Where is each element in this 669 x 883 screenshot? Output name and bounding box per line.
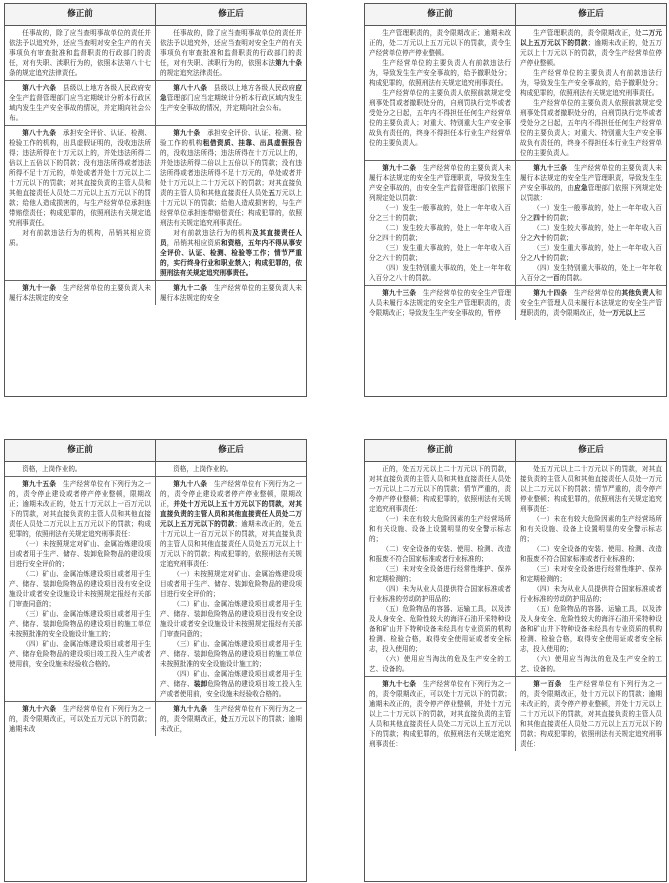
paragraph [9, 83, 151, 123]
text-run: 生产经营单位的主要负责人依照前款规定受刑事处罚或者撤职处分的，自刑罚执行完毕或者受处分之日起，五年内不得担任任何生产经营单位的主要负责人；对重大、特别重大生产安全事故负有责任的，终身不得担任本行业生产经营单位的主要负责人。 [520, 99, 662, 157]
text-run: 生产经营单位有下列行为之一的，责令停止建设或者停产停业整顿，限期改正；逾期未改正的，处五十万元以上一百万元以下的罚款，对其直接负责的主管人员和其他直接责任人员处二万元以上五万元以下的罚款；构成犯罪的，依照刑法有关规定追究刑事责任： [9, 480, 152, 538]
text-run: （三）未对安全设备进行经常性维护、保养和定期检测的； [369, 565, 511, 583]
bold-text: 第九十五条 [22, 480, 57, 488]
table-row [365, 677, 666, 751]
text-run: 任事故的，除了应当查明事故单位的责任并依法予以追究外，还应当查明对安全生产的有关事项负有审查批准和监督职责的行政部门的责任，对有失职、渎职行为的，依照本法第八十七条的规定追究法律责任。 [9, 29, 151, 77]
text-run: ；逾期未改正的，处五万元以上十万元以下的罚款，责令生产经营单位停产停业整顿。 [520, 39, 662, 67]
text-run: （二）矿山、金属冶炼建设项目或者用于生产、储存、装卸危险物品的建设项目没有安全设施设计或者安全设施设计未按照规定报经有关部门审查同意的； [9, 570, 151, 608]
comparison-table-2 [364, 3, 667, 397]
bold-text: 四十 [533, 214, 547, 222]
text-run: 和安全生产管理人员未履行本法规定的安全生产管理职责的，责令限期改正，处 [520, 289, 663, 317]
table-row [365, 161, 666, 286]
paragraph [160, 128, 302, 228]
bold-text: 第九十一条 [22, 284, 57, 292]
text-run: ；逾期未改正的，处五十万元以上一百万元以下的罚款，对其直接负责的主管人员和其他直接责任人员处五万元以上十万元以下的罚款；构成犯罪的，依照刑法有关规定追究刑事责任： [160, 520, 303, 568]
text-run: （三）发生重大事故的，处上一年年收入百分之六十的罚款； [369, 244, 511, 262]
column-header-after: 修正后 [578, 9, 604, 19]
paragraph [520, 654, 662, 674]
text-run: （四）矿山、金属冶炼建设项目或者用于生产、储存危险物品的建设项目竣工投入生产或者使用前，安全设施未经验收合格的。 [9, 640, 151, 668]
paragraph [520, 163, 662, 203]
paragraph [369, 514, 511, 544]
paragraph [369, 263, 511, 283]
text-run: 县级以上地方各级人民政府 [207, 84, 296, 92]
text-run: （一）发生一般事故的，处上一年年收入百分之 [520, 204, 662, 222]
paragraph [520, 584, 662, 604]
text-run: （四）发生特别重大事故的，处上一年年收入百分之 [520, 264, 662, 282]
paragraph [160, 639, 302, 669]
bold-text: 并处十万元以上五十万元以下的罚款，对其直接负责的主管人员和其他直接责任人员处二万元以上五万元以下的罚款 [160, 500, 303, 528]
bold-text: 第九十四条 [533, 289, 568, 297]
cell-before-revision [5, 81, 156, 125]
bold-text: 第八十八条 [173, 84, 208, 92]
table-row [5, 126, 306, 281]
bold-text: 其他负责人 [621, 289, 656, 297]
paragraph [369, 654, 511, 674]
paragraph [9, 28, 151, 78]
paragraph [369, 28, 511, 58]
text-run: （一）未按照规定对矿山、金属冶炼建设项目或者用于生产、储存、装卸危险物品的建设项目进行安全评价的； [9, 540, 151, 568]
paragraph [369, 58, 511, 88]
cell-before-revision [365, 26, 516, 160]
paragraph [520, 223, 662, 243]
cell-after-revision [156, 281, 306, 305]
cell-after-revision [156, 462, 306, 476]
paragraph [9, 569, 151, 609]
table-header [5, 440, 306, 462]
table-row [365, 26, 666, 161]
text-run: 生产经营单位的主要负责人依照前款规定受刑事处罚或者撤职处分的，自刑罚执行完毕或者受处分之日起，五年内不得担任任何生产经营单位的主要负责人；对重大、特别重大生产安全事故负有责任的，终身不得担任本行业生产经营单位的主要负责人。 [369, 89, 511, 147]
text-run: 资格，上岗作业的。 [22, 465, 82, 473]
text-run: （五）危险物品的容器、运输工具，以及涉及人身安全、危险性较大的海洋石油开采特种设备和矿山井下特种设备未经具有专业资质的机构检测、检验合格，取得安全使用证或者安全标志，投入使用的； [520, 605, 662, 653]
column-header-before: 修正前 [5, 440, 156, 461]
bold-text: 第九十条 [173, 129, 201, 137]
bold-text: 第九十六条 [22, 705, 57, 713]
text-run: （四）发生特别重大事故的，处上一年年收入百分之八十的罚款。 [369, 264, 511, 282]
text-run: 生产经营单位有下列行为之一的，责令限期改正，可以处五万元以下的罚款；逾期未改 [9, 705, 152, 733]
bold-text: 租借资质、挂靠、出具虚假报告 [202, 139, 303, 147]
paragraph [9, 283, 151, 303]
bold-text: 第一百条 [533, 680, 562, 688]
table-row [5, 477, 306, 702]
text-run: （四）矿山、金属冶炼建设项目或者用于生产、储存、 [160, 670, 302, 688]
text-run: 处五万元以上二十万元以下的罚款，对其直接负责的主管人员和其他直接责任人员处一万元以上二万元以下的罚款；情节严重的，责令停产停业整顿；构成犯罪的，依照刑法有关规定追究刑事责任： [520, 465, 662, 513]
cell-before-revision [365, 286, 516, 320]
cell-after-revision [516, 161, 666, 285]
column-header-before: 修正前 [5, 4, 156, 25]
paragraph [369, 679, 511, 749]
table-header [365, 440, 666, 462]
paragraph [369, 163, 511, 203]
column-header-after: 修正后 [218, 445, 244, 455]
text-run: （一）发生一般事故的，处上一年年收入百分之三十的罚款； [369, 204, 511, 222]
paragraph [9, 609, 151, 639]
text-run: 承担安全评价、认证、检测、检验工作的机构 [160, 129, 303, 147]
bold-text: 第九十二条 [173, 284, 208, 292]
text-run: 对有前款违法行为的机构 [173, 229, 253, 237]
paragraph [369, 544, 511, 564]
text-run: 万元以上十万元以下的罚款；给他人造成损害的，与生产经营单位承担连带赔偿责任；构成犯罪的，依照刑法有关规定追究刑事责任。 [160, 189, 303, 227]
table-row [5, 26, 306, 81]
paragraph [520, 564, 662, 584]
bold-text: 应急 [160, 84, 303, 102]
table-header [5, 4, 306, 26]
paragraph [520, 679, 662, 749]
text-run: 正的，处五万元以上二十万元以下的罚款，对其直接负责的主管人员和其他直接责任人员处一万元以上二万元以下的罚款；情节严重的，责令停产停业整顿；构成犯罪的，依照刑法有关规定追究刑事责任： [369, 465, 511, 513]
cell-before-revision [5, 462, 156, 476]
table-row [365, 462, 666, 677]
paragraph [520, 604, 662, 654]
bold-text: 第九十八条 [173, 480, 208, 488]
paragraph [160, 464, 302, 474]
table-row [5, 81, 306, 126]
table-header [365, 4, 666, 26]
paragraph [520, 243, 662, 263]
text-run: 生产经营单位的 [567, 289, 622, 297]
text-run: 的罚款。 [559, 274, 586, 282]
text-run: 管理部门依照下列规定处以罚款： [520, 184, 663, 202]
cell-after-revision [156, 126, 306, 280]
text-run: （二）安全设备的安装、使用、检测、改造和报废不符合国家标准或者行业标准的； [520, 545, 662, 563]
text-run: （六）使用应当淘汰的危及生产安全的工艺、设备的。 [369, 655, 511, 673]
text-run: 生产经营单位的主要负责人有前款违法行为，导致发生生产安全事故的，给予撤职处分；构成犯罪的，依照刑法有关规定追究刑事责任。 [369, 59, 511, 87]
paragraph [9, 128, 151, 228]
table-row [5, 281, 306, 305]
text-run: 生产管理职责的，责令限期改正；逾期未改正的，处二万元以上五万元以下的罚款，责令生产经营单位停产停业整顿。 [369, 29, 511, 57]
table-row [5, 702, 306, 736]
column-header-before: 修正前 [365, 4, 516, 25]
text-run: 县级以上地方各级人民政府安全生产监督管理部门应当定期统计分析本行政区域内发生生产安全事故的情况，并定期向社会公布。 [9, 84, 152, 122]
text-run: （三）发生重大事故的，处上一年年收入百分之 [520, 244, 662, 262]
bold-text: 第九十三条 [382, 289, 417, 297]
paragraph [520, 288, 662, 318]
paragraph [160, 599, 302, 639]
paragraph [160, 28, 302, 78]
bold-text: 六十 [533, 234, 547, 242]
bold-text: 装卸 [193, 680, 208, 688]
bold-text: 五 [268, 189, 276, 197]
bold-text: 八十 [533, 254, 547, 262]
paragraph [369, 223, 511, 243]
paragraph [520, 263, 662, 283]
paragraph [9, 639, 151, 669]
text-run: 的，没收违法所得；违法所得在十万元以上的，并处违法所得二倍以上五倍以下的罚款；没有违法所得或者违法所得不足十万元的，单处或者并处十万元以上二十万元以下的罚款；对其直接负责的主管人员和其他直接责任人员处 [160, 149, 302, 197]
text-run: （二）安全设备的安装、使用、检测、改造和报废不符合国家标准或者行业标准的； [369, 545, 511, 563]
comparison-table-3 [4, 439, 307, 882]
paragraph [520, 514, 662, 544]
paragraph [520, 98, 662, 158]
paragraph [160, 704, 302, 734]
text-run: 的规定追究法律责任。 [160, 69, 226, 77]
text-run: 生产经营单位的主要负责人未履行本法规定的安全 [9, 284, 152, 302]
bold-text: 第八十六条 [22, 84, 57, 92]
text-run: 生产经营单位有下列行为之一的，责令限期改正， [160, 705, 303, 723]
text-run: （四）未为从业人员提供符合国家标准或者行业标准的劳动防护用品的； [520, 585, 662, 603]
text-run: 对有前款违法行为的机构，吊销其相应资质。 [9, 229, 151, 247]
paragraph [520, 203, 662, 223]
text-run: 的罚款； [546, 254, 573, 262]
text-run: 生产经营单位的安全生产管理人员未履行本法规定的安全生产管理职责的，责令限期改正；导致发生生产安全事故的，暂停 [369, 289, 512, 317]
bold-text: 第八十九条 [22, 129, 57, 137]
text-run: 任事故的，除了应当查明事故单位的责任并依法予以追究外，还应当查明对安全生产的有关事项负有审查批准和监督职责的行政部门的责任，对有失职、渎职行为的，依照本法 [160, 29, 302, 67]
text-run: 生产经营单位有下列行为之一的，责令限期改正，可以处十万元以下的罚款；逾期未改正的，责令停产停业整顿，并处十万元以上二十万元以下的罚款，对其直接负责的主管人员和其他直接责任人员处二万元以上五万元以下的罚款；构成犯罪的，依照刑法有关规定追究刑事责任： [369, 680, 512, 748]
bold-text: 处 [220, 715, 228, 723]
cell-before-revision [5, 477, 156, 701]
cell-after-revision [156, 81, 306, 125]
cell-before-revision [5, 26, 156, 80]
paragraph [160, 669, 302, 699]
cell-after-revision [156, 26, 306, 80]
paragraph [160, 283, 302, 303]
cell-after-revision [516, 677, 666, 751]
paragraph [369, 288, 511, 318]
paragraph [369, 88, 511, 148]
cell-after-revision [516, 286, 666, 320]
bold-text: 第九十条 [275, 59, 303, 67]
bold-text: 及其直接责任人员 [160, 229, 303, 247]
text-run: 生产经营单位有下列行为之一的，责令停止建设或者停产停业整顿，限期改正， [160, 480, 303, 508]
cell-after-revision [516, 26, 666, 160]
text-run: 管理部门应当定期统计分析本行政区域内发生生产安全事故的情况，并定期向社会公布。 [160, 94, 303, 112]
bold-text: 一百 [546, 274, 560, 282]
text-run: 生产经营单位有下列行为之一的，责令限期改正，处十万元以下的罚款；逾期未改正的，责令停产停业整顿，并处十万元以上二十万元以下的罚款，对其直接负责的主管人员和其他直接责任人员处二万元以上五万元以下的罚款；构成犯罪的，依照刑法有关规定追究刑事责任： [520, 680, 663, 748]
cell-before-revision [365, 462, 516, 676]
paragraph [520, 28, 662, 68]
text-run: 生产经营单位的主要负责人未履行本法规定的安全生产管理职责，导致发生生产安全事故的，由 [520, 164, 663, 192]
paragraph [9, 539, 151, 569]
cell-after-revision [156, 477, 306, 701]
paragraph [520, 464, 662, 514]
column-header-before: 修正前 [365, 440, 516, 461]
bold-text: 和资格，五年内不得从事安全评价、认证、检测、检验等工作；情节严重的，实行终身行业和职业禁入；构成犯罪的，依照刑法有关规定追究刑事责任。 [160, 239, 303, 277]
paragraph [160, 228, 302, 278]
paragraph [160, 569, 302, 599]
text-run: （三）矿山、金属冶炼建设项目或者用于生产、储存、装卸危险物品的建设项目的施工单位未按照批准的安全设施设计施工的； [160, 640, 302, 668]
text-run: 的罚款； [546, 214, 573, 222]
paragraph [160, 479, 302, 569]
text-run: 生产经营单位的主要负责人有前款违法行为，导致发生生产安全事故的，给予撤职处分；构成犯罪的，依照刑法有关规定追究刑事责任。 [520, 69, 662, 97]
text-run: （二）发生较大事故的，处上一年年收入百分之四十的罚款； [369, 224, 511, 242]
cell-before-revision [365, 161, 516, 285]
table-row [365, 286, 666, 320]
paragraph [520, 544, 662, 564]
paragraph [369, 564, 511, 584]
text-run: （二）矿山、金属冶炼建设项目或者用于生产、储存、装卸危险物品的建设项目没有安全设施设计或者安全设施设计未按照规定报经有关部门审查同意的； [160, 600, 302, 638]
text-run: （六）使用应当淘汰的危及生产安全的工艺、设备的。 [520, 655, 662, 673]
column-header-after: 修正后 [218, 9, 244, 19]
cell-after-revision [516, 462, 666, 676]
paragraph [369, 464, 511, 514]
text-run: 生产管理职责的，责令限期改正，处 [533, 29, 642, 37]
text-run: （二）发生较大事故的，处上一年年收入百分之 [520, 224, 662, 242]
text-run: ，吊销其相应资质 [166, 239, 221, 247]
paragraph [369, 604, 511, 654]
cell-before-revision [5, 702, 156, 736]
bold-text: 第九十九条 [173, 705, 208, 713]
paragraph [9, 228, 151, 248]
column-header-after: 修正后 [578, 445, 604, 455]
bold-text: 应急 [574, 184, 588, 192]
bold-text: 第九十三条 [533, 164, 568, 172]
paragraph [9, 704, 151, 734]
paragraph [9, 479, 151, 539]
paragraph [9, 464, 151, 474]
text-run: 资格，上岗作业的。 [173, 465, 233, 473]
comparison-table-4 [364, 439, 667, 882]
text-run: 的罚款； [546, 234, 573, 242]
cell-before-revision [365, 677, 516, 751]
text-run: （一）未在有较大危险因素的生产经营场所和有关设施、设备上设置明显的安全警示标志的； [520, 515, 662, 543]
text-run: （一）未在有较大危险因素的生产经营场所和有关设施、设备上设置明显的安全警示标志的； [369, 515, 511, 543]
cell-before-revision [5, 281, 156, 305]
paragraph [520, 68, 662, 98]
comparison-table-1 [4, 3, 307, 397]
bold-text: 一万元以上三 [605, 309, 646, 317]
text-run: 五万元以下的罚款；逾期未改正， [160, 715, 303, 733]
text-run: 生产经营单位的主要负责人未履行本法规定的安全 [160, 284, 303, 302]
paragraph [369, 203, 511, 223]
cell-before-revision [5, 126, 156, 280]
paragraph [369, 584, 511, 604]
paragraph [369, 243, 511, 263]
bold-text: 第九十二条 [382, 164, 417, 172]
bold-text: 第九十七条 [382, 680, 417, 688]
text-run: （一）未按照规定对矿山、金属冶炼建设项目或者用于生产、储存、装卸危险物品的建设项目进行安全评价的； [160, 570, 302, 598]
text-run: （五）危险物品的容器、运输工具，以及涉及人身安全、危险性较大的海洋石油开采特种设备和矿山井下特种设备未经具有专业资质的机构检测、检验合格，取得安全使用证或者安全标志，投入使用的； [369, 605, 511, 653]
text-run: 承担安全评价、认证、检测、检验工作的机构，出具虚假证明的，没收违法所得；违法所得在十万元以上的，并处违法所得二倍以上五倍以下的罚款；没有违法所得或者违法所得不足十万元的，单处或者并处十万元以上二十万元以下的罚款；对其直接负责的主管人员和其他直接责任人员处二万元以上五万元以下的罚款；给他人造成损害的，与生产经营单位承担连带赔偿责任；构成犯罪的，依照刑法有关规定追究刑事责任。 [9, 129, 152, 227]
text-run: （三）未对安全设备进行经常性维护、保养和定期检测的； [520, 565, 662, 583]
cell-after-revision [156, 702, 306, 736]
text-run: 危险物品的建设项目竣工投入生产或者使用前，安全设施未经验收合格的。 [160, 680, 303, 698]
text-run: 生产经营单位的主要负责人未履行本法规定的安全生产管理职责，导致发生生产安全事故的，由安全生产监督管理部门依照下列规定处以罚款： [369, 164, 512, 202]
text-run: （三）矿山、金属冶炼建设项目或者用于生产、储存、装卸危险物品的建设项目的施工单位未按照批准的安全设施设计施工的； [9, 610, 151, 638]
table-row [5, 462, 306, 477]
paragraph [160, 83, 302, 113]
bold-text: 二万元以上五万元以下的罚款 [520, 29, 663, 47]
text-run: （四）未为从业人员提供符合国家标准或者行业标准的劳动防护用品的； [369, 585, 511, 603]
